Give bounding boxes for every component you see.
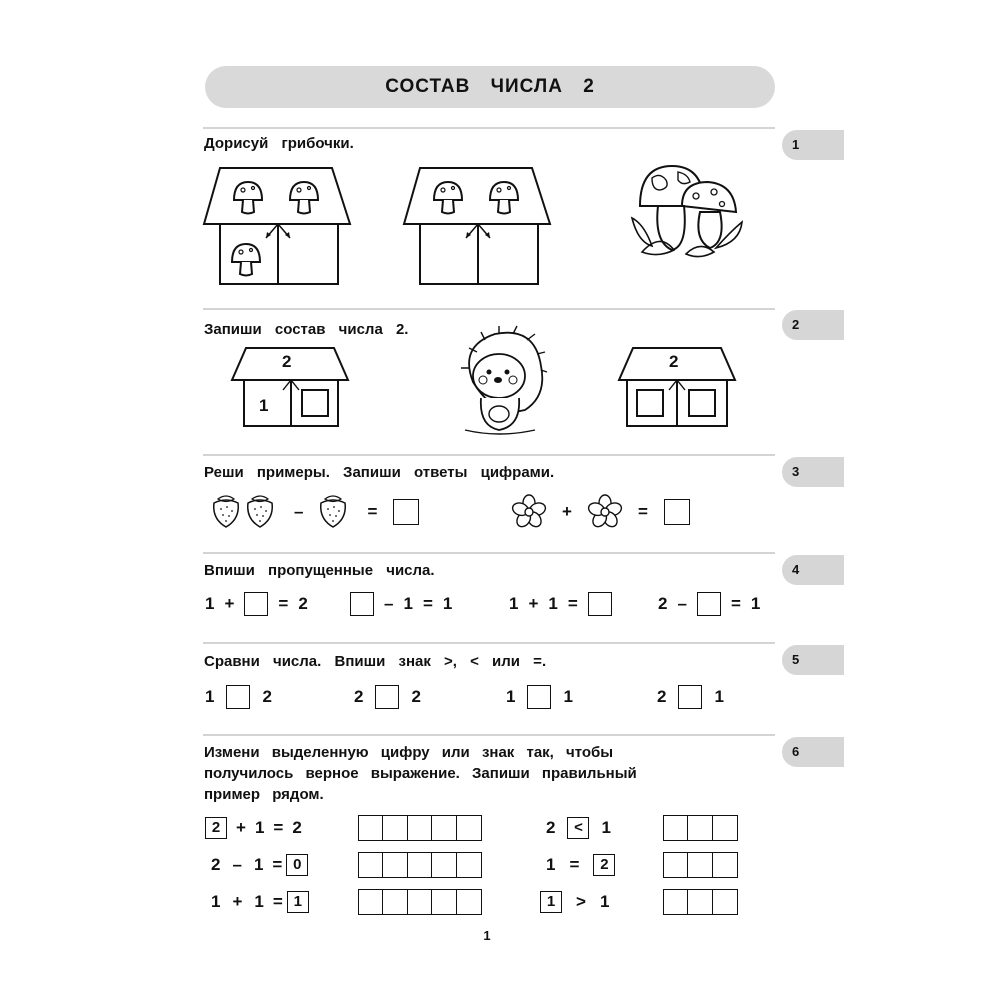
two-strawberries-icon xyxy=(210,495,280,529)
equals-sign: = xyxy=(569,855,580,874)
operator: > xyxy=(576,892,586,911)
separator xyxy=(203,734,775,736)
task3-expression-strawberries xyxy=(210,495,419,529)
operator: – xyxy=(677,594,687,613)
separator xyxy=(203,127,775,129)
number: 1 xyxy=(563,687,573,706)
task2-instruction: Запиши состав числа 2. xyxy=(204,321,409,338)
answer-cells[interactable] xyxy=(358,815,482,841)
number: 1 xyxy=(253,855,264,874)
answer-cells[interactable] xyxy=(358,889,482,915)
number: 1 xyxy=(442,594,453,613)
task6-right-row-1 xyxy=(546,815,611,841)
answer-box[interactable] xyxy=(664,499,690,525)
task-number-tab: 2 xyxy=(782,310,844,340)
operator: – xyxy=(384,594,394,613)
answer-cells[interactable] xyxy=(663,815,738,841)
sign-box[interactable] xyxy=(375,685,399,709)
task4-expression-1 xyxy=(205,591,308,617)
roof-number: 2 xyxy=(669,352,679,371)
sign-box[interactable] xyxy=(226,685,250,709)
number: 1 xyxy=(205,687,215,706)
task4-expression-4 xyxy=(658,591,760,617)
separator xyxy=(203,552,775,554)
title-bar xyxy=(205,66,775,108)
task1-instruction: Дорисуй грибочки. xyxy=(204,135,354,152)
comparison-1 xyxy=(205,684,272,710)
highlighted-digit: 0 xyxy=(286,854,308,876)
task6-right-row-3 xyxy=(540,889,609,915)
task4-expression-2 xyxy=(350,591,452,617)
operator: + xyxy=(236,818,246,837)
instruction-line: Измени выделенную цифру или знак так, чтобы xyxy=(204,744,614,761)
highlighted-digit: 2 xyxy=(205,817,227,839)
task-number-tab: 3 xyxy=(782,457,844,487)
number: 1 xyxy=(714,687,724,706)
number: 1 xyxy=(254,892,264,911)
number: 1 xyxy=(254,818,265,837)
number: 1 xyxy=(599,892,610,911)
comparison-3 xyxy=(506,684,573,710)
task3-expression-flowers xyxy=(512,495,690,529)
highlighted-digit: 2 xyxy=(593,854,615,876)
task6-left-row-3 xyxy=(211,889,309,915)
task6-left-row-2 xyxy=(211,852,308,878)
equals-sign: = xyxy=(272,855,283,874)
operator: + xyxy=(528,594,539,613)
task6-left-row-1 xyxy=(205,815,302,841)
task5-instruction: Сравни числа. Впиши знак >, < или =. xyxy=(204,653,547,670)
number: 1 xyxy=(506,687,516,706)
house-with-mushrooms xyxy=(204,168,350,284)
instruction-line: получилось верное выражение. Запиши правильный xyxy=(204,765,637,782)
comparison-4 xyxy=(657,684,724,710)
missing-number-box[interactable] xyxy=(350,592,374,616)
equals-sign: = xyxy=(367,502,378,521)
separator xyxy=(203,308,775,310)
task4-expression-3 xyxy=(509,591,612,617)
page-title: СОСТАВ ЧИСЛА 2 xyxy=(385,76,595,97)
number-house-right xyxy=(617,346,737,428)
task-number-tab: 5 xyxy=(782,645,844,675)
house-with-mushrooms xyxy=(404,168,550,284)
equals-sign: = xyxy=(278,594,289,613)
operator: + xyxy=(224,594,235,613)
number: 2 xyxy=(211,855,221,874)
number: 2 xyxy=(298,594,308,613)
known-part: 1 xyxy=(259,396,269,415)
number: 2 xyxy=(546,818,556,837)
roof-number: 2 xyxy=(282,352,292,371)
number: 2 xyxy=(411,687,421,706)
operator: + xyxy=(232,892,243,911)
missing-number-box[interactable] xyxy=(588,592,612,616)
number: 1 xyxy=(601,818,611,837)
equals-sign: = xyxy=(272,892,283,911)
equals-sign: = xyxy=(422,594,433,613)
missing-number-box[interactable] xyxy=(244,592,268,616)
sign-box[interactable] xyxy=(678,685,702,709)
number: 2 xyxy=(262,687,272,706)
separator xyxy=(203,642,775,644)
task3-instruction: Реши примеры. Запиши ответы цифрами. xyxy=(204,464,555,481)
equals-sign: = xyxy=(567,594,578,613)
comparison-2 xyxy=(354,684,421,710)
task6-right-row-2 xyxy=(546,852,615,878)
number: 1 xyxy=(403,594,413,613)
number: 2 xyxy=(657,687,667,706)
number: 1 xyxy=(205,594,215,613)
missing-number-box[interactable] xyxy=(697,592,721,616)
task6-instruction xyxy=(204,742,637,805)
highlighted-sign: < xyxy=(567,817,589,839)
highlighted-digit: 1 xyxy=(540,891,562,913)
page-number: 1 xyxy=(483,928,491,943)
number: 2 xyxy=(658,594,668,613)
number: 2 xyxy=(292,818,302,837)
equals-sign: = xyxy=(637,502,648,521)
strawberry-icon xyxy=(317,495,351,529)
task4-instruction: Впиши пропущенные числа. xyxy=(204,562,435,579)
answer-cells[interactable] xyxy=(358,852,482,878)
number: 1 xyxy=(548,594,558,613)
task1-houses xyxy=(200,162,760,292)
flower-icon xyxy=(588,495,622,529)
number: 2 xyxy=(354,687,364,706)
answer-cells[interactable] xyxy=(663,852,738,878)
sign-box[interactable] xyxy=(527,685,551,709)
answer-cells[interactable] xyxy=(663,889,738,915)
minus-sign: – xyxy=(294,502,304,521)
task-number-tab: 1 xyxy=(782,130,844,160)
number-house-left xyxy=(230,346,350,428)
equals-sign: = xyxy=(730,594,741,613)
operator: – xyxy=(232,855,242,874)
separator xyxy=(203,454,775,456)
task-number-tab: 6 xyxy=(782,737,844,767)
highlighted-digit: 1 xyxy=(287,891,309,913)
number: 1 xyxy=(509,594,519,613)
number: 1 xyxy=(750,594,761,613)
flower-icon xyxy=(512,495,546,529)
task-number-tab: 4 xyxy=(782,555,844,585)
number: 1 xyxy=(211,892,221,911)
instruction-line: пример рядом. xyxy=(204,786,324,803)
plus-sign: + xyxy=(562,502,572,521)
equals-sign: = xyxy=(273,818,284,837)
hedgehog-illustration xyxy=(455,326,547,436)
number: 1 xyxy=(546,855,556,874)
answer-box[interactable] xyxy=(393,499,419,525)
mushrooms-illustration xyxy=(632,166,742,257)
